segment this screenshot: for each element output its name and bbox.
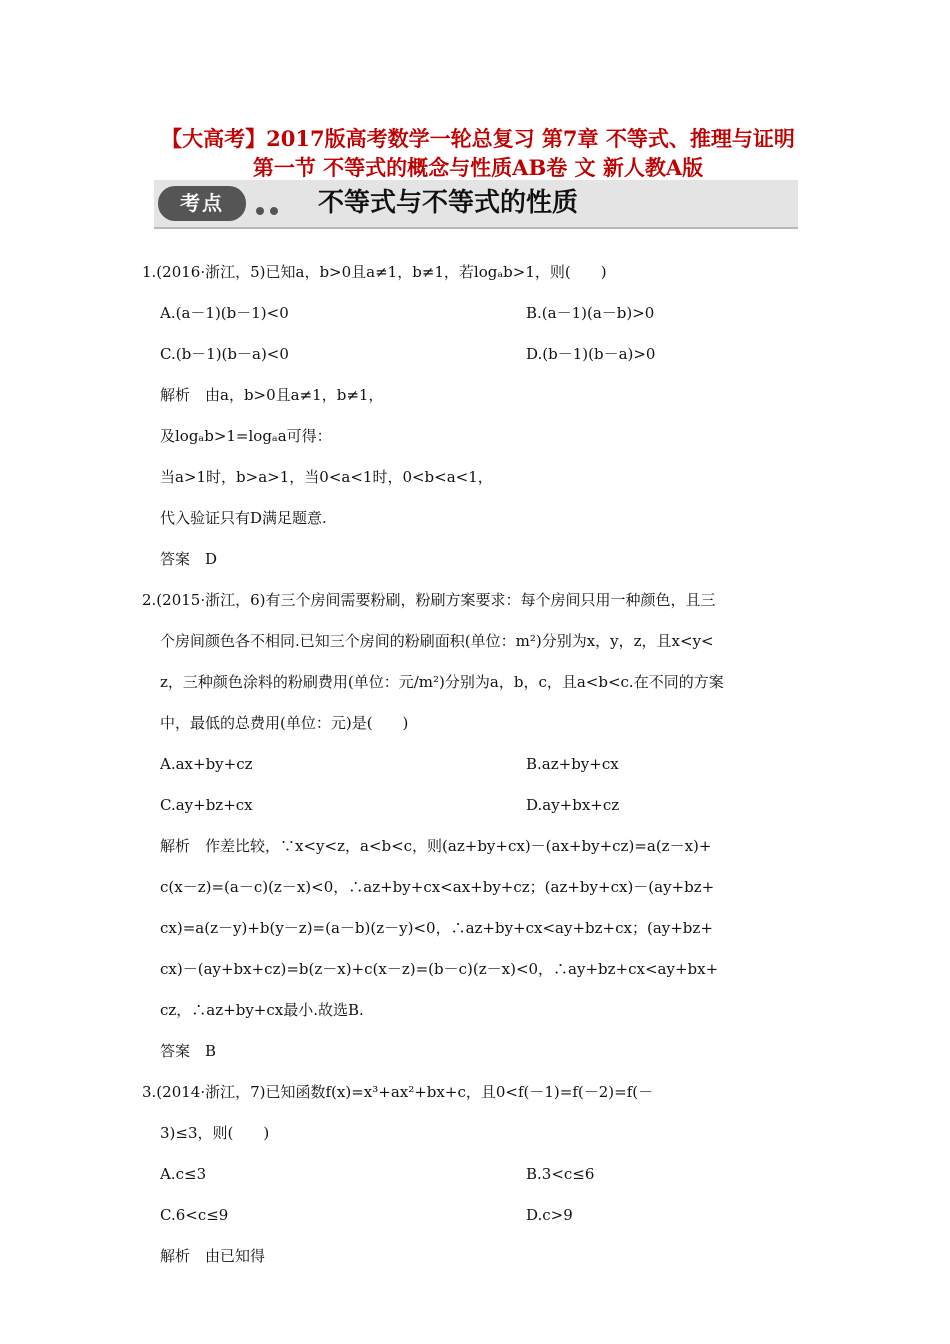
q2-analysis-line: cx)－(ay+bx+cz)=b(z－x)+c(x－z)=(b－c)(z－x)<0，∴ay+bz+cx<ay+bx+: [160, 960, 719, 978]
q1-options-row1: [142, 293, 810, 334]
q2-options-row2: [142, 785, 810, 826]
q1-stem: 1.(2016·浙江，5)已知a，b>0且a≠1，b≠1，若logₐb>1，则( ): [142, 263, 607, 281]
q2-option-b: B.az+by+cx: [526, 755, 619, 773]
q1-option-d: D.(b－1)(b－a)>0: [526, 345, 656, 363]
q2-analysis-line: c(x－z)=(a－c)(z－x)<0，∴az+by+cx<ax+by+cz；(az+by+cx)－(ay+bz+: [160, 878, 715, 896]
q2-option-a: A.ax+by+cz: [160, 755, 253, 773]
title-source-tag: 【大高考】: [161, 126, 267, 151]
q2-stem-line: 中，最低的总费用(单位：元)是( ): [160, 714, 409, 732]
q1-option-a: A.(a－1)(b－1)<0: [160, 304, 289, 322]
q2-options-row1: [142, 744, 810, 785]
q3-option-a: A.c≤3: [160, 1165, 207, 1183]
document-title: [148, 124, 808, 182]
dot: [270, 207, 278, 215]
q1-option-c: C.(b－1)(b－a)<0: [160, 345, 289, 363]
q1-option-b: B.(a－1)(a－b)>0: [526, 304, 655, 322]
question-list: [142, 252, 810, 1277]
section-banner: [154, 180, 798, 229]
q3-stem-line: 3.(2014·浙江，7)已知函数f(x)=x³+ax²+bx+c，且0<f(－1)=f(－2)=f(－: [142, 1083, 654, 1101]
title-text: 2017版高考数学一轮总复习 第7章 不等式、推理与证明 第一节 不等式的概念与性质AB卷 文 新人教A版: [252, 126, 795, 180]
q3-options-row1: [142, 1154, 810, 1195]
q2-analysis-line: cx)=a(z－y)+b(y－z)=(a－b)(z－y)<0，∴az+by+cx<ay+bz+cx；(ay+bz+: [160, 919, 713, 937]
q3-stem-line: 3)≤3，则( ): [160, 1124, 270, 1142]
q1-analysis-line: 当a>1时，b>a>1，当0<a<1时，0<b<a<1，: [160, 468, 493, 486]
q1-analysis-line: 代入验证只有D满足题意.: [160, 509, 327, 527]
q3-option-c: C.6<c≤9: [160, 1206, 229, 1224]
q2-analysis-line: 解析 作差比较，∵x<y<z，a<b<c，则(az+by+cx)－(ax+by+cz)=a(z－x)+: [160, 837, 712, 855]
q1-options-row2: [142, 334, 810, 375]
banner-dots: [256, 200, 284, 219]
section-topic: 不等式与不等式的性质: [318, 188, 579, 218]
q3-analysis: 解析 由已知得: [160, 1247, 266, 1265]
q2-stem-line: 个房间颜色各不相同.已知三个房间的粉刷面积(单位：m²)分别为x，y，z，且x<y<: [160, 632, 714, 650]
q2-analysis-line: cz，∴az+by+cx最小.故选B.: [160, 1001, 364, 1019]
q1-answer: 答案 D: [160, 550, 218, 568]
q2-option-d: D.ay+bx+cz: [526, 796, 620, 814]
q3-options-row2: [142, 1195, 810, 1236]
q2-stem-line: 2.(2015·浙江，6)有三个房间需要粉刷，粉刷方案要求：每个房间只用一种颜色，且三: [142, 591, 716, 609]
q1-analysis-line: 及logₐb>1=logₐa可得：: [160, 427, 332, 445]
q3-option-b: B.3<c≤6: [526, 1165, 595, 1183]
q1-analysis-line: 解析 由a，b>0且a≠1，b≠1，: [160, 386, 384, 404]
q2-stem-line: z，三种颜色涂料的粉刷费用(单位：元/m²)分别为a，b，c，且a<b<c.在不同的方案: [160, 673, 724, 691]
dot: [256, 207, 264, 215]
q2-option-c: C.ay+bz+cx: [160, 796, 253, 814]
q2-answer: 答案 B: [160, 1042, 217, 1060]
q3-option-d: D.c>9: [526, 1206, 573, 1224]
section-badge: 考点: [158, 186, 246, 221]
